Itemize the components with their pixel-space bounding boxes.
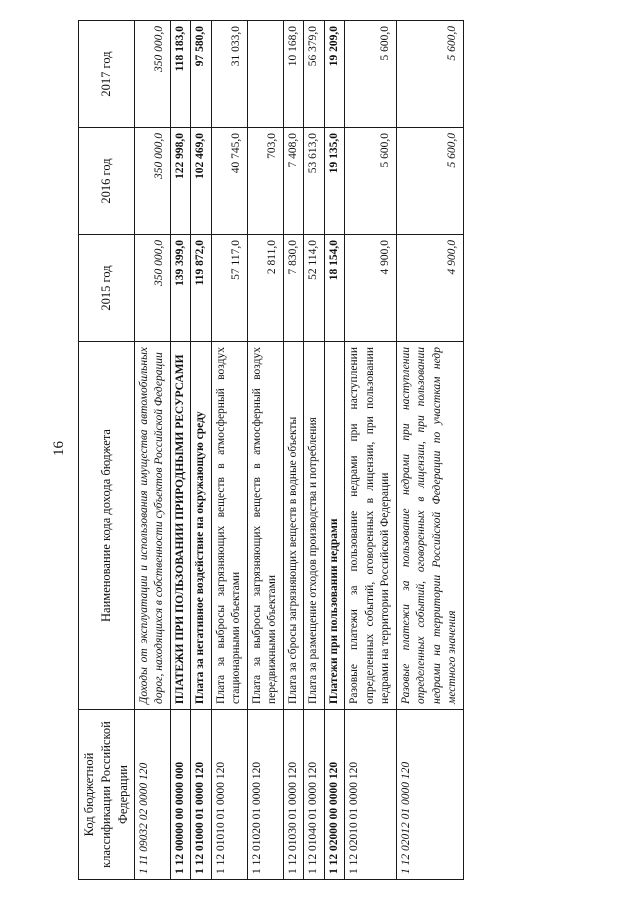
- row-name: Платежи при пользовании недрами: [324, 342, 345, 710]
- table-row: [191, 21, 212, 880]
- row-code: 1 12 01010 01 0000 120: [211, 710, 247, 880]
- table-row: [324, 21, 345, 880]
- table-body: [134, 21, 463, 880]
- row-name: Разовые платежи за пользование недрами при наступлении определенных событий, оговоренных в лицензии, при пользовании недрами на территории Российской Федерации: [345, 342, 397, 710]
- rotated-page: [78, 20, 598, 880]
- row-value-2015: 2 811,0: [247, 235, 283, 342]
- row-value-2017: 97 580,0: [191, 21, 212, 128]
- row-code: 1 12 01000 01 0000 120: [191, 710, 212, 880]
- table-row: [211, 21, 247, 880]
- row-code: 1 12 01020 01 0000 120: [247, 710, 283, 880]
- row-value-2016: 5 600,0: [345, 128, 397, 235]
- header-2016: 2016 год: [79, 128, 135, 235]
- row-value-2015: 139 399,0: [170, 235, 191, 342]
- row-value-2015: 350 000,0: [134, 235, 170, 342]
- row-value-2017: 56 379,0: [304, 21, 325, 128]
- row-value-2016: 350 000,0: [134, 128, 170, 235]
- row-code: 1 12 02010 01 0000 120: [345, 710, 397, 880]
- row-name: Плата за выбросы загрязняющих веществ в атмосферный воздух передвижными объектами: [247, 342, 283, 710]
- budget-revenue-table: [78, 20, 464, 880]
- row-value-2016: 122 998,0: [170, 128, 191, 235]
- row-code: 1 12 02000 00 0000 120: [324, 710, 345, 880]
- row-name: Доходы от эксплуатации и использования имущества автомобильных дорог, находящихся в собственности субъектов Российской Федерации: [134, 342, 170, 710]
- row-value-2017: 19 209,0: [324, 21, 345, 128]
- row-name: Разовые платежи за пользование недрами при наступлении определенных событий, оговоренных в лицензии, при пользовании недрами на территории Российской Федерации по участкам недр местного значения: [396, 342, 463, 710]
- header-2017: 2017 год: [79, 21, 135, 128]
- row-value-2016: 53 613,0: [304, 128, 325, 235]
- row-value-2016: 7 408,0: [283, 128, 304, 235]
- header-code: Код бюджетной классификации Российской Федерации: [79, 710, 135, 880]
- row-value-2016: 5 600,0: [396, 128, 463, 235]
- row-value-2017: 5 600,0: [345, 21, 397, 128]
- table-header-row: [79, 21, 135, 880]
- row-value-2016: 40 745,0: [211, 128, 247, 235]
- table-row: [345, 21, 397, 880]
- table-row: [247, 21, 283, 880]
- table-row: [304, 21, 325, 880]
- row-value-2016: 19 135,0: [324, 128, 345, 235]
- row-value-2015: 4 900,0: [345, 235, 397, 342]
- row-name: Плата за негативное воздействие на окружающую среду: [191, 342, 212, 710]
- header-name: Наименование кода дохода бюджета: [79, 342, 135, 710]
- header-2015: 2015 год: [79, 235, 135, 342]
- row-code: 1 12 01030 01 0000 120: [283, 710, 304, 880]
- row-name: Плата за выбросы загрязняющих веществ в атмосферный воздух стационарными объектами: [211, 342, 247, 710]
- row-value-2015: 52 114,0: [304, 235, 325, 342]
- table-row: [170, 21, 191, 880]
- row-code: 1 12 02012 01 0000 120: [396, 710, 463, 880]
- row-value-2016: 102 469,0: [191, 128, 212, 235]
- table-row: [283, 21, 304, 880]
- table-row: [396, 21, 463, 880]
- row-code: 1 12 00000 00 0000 000: [170, 710, 191, 880]
- row-value-2015: 7 830,0: [283, 235, 304, 342]
- row-value-2017: 350 000,0: [134, 21, 170, 128]
- row-value-2017: 118 183,0: [170, 21, 191, 128]
- row-code: 1 11 09032 02 0000 120: [134, 710, 170, 880]
- row-value-2017: 10 168,0: [283, 21, 304, 128]
- row-value-2015: 57 117,0: [211, 235, 247, 342]
- page-number: 16: [51, 441, 67, 456]
- row-value-2017: 31 033,0: [211, 21, 247, 128]
- row-value-2015: 18 154,0: [324, 235, 345, 342]
- row-name: ПЛАТЕЖИ ПРИ ПОЛЬЗОВАНИИ ПРИРОДНЫМИ РЕСУРСАМИ: [170, 342, 191, 710]
- row-value-2017: 5 600,0: [396, 21, 463, 128]
- row-name: Плата за сбросы загрязняющих веществ в водные объекты: [283, 342, 304, 710]
- row-code: 1 12 01040 01 0000 120: [304, 710, 325, 880]
- row-value-2017: [247, 21, 283, 128]
- row-name: Плата за размещение отходов производства и потребления: [304, 342, 325, 710]
- row-value-2015: 4 900,0: [396, 235, 463, 342]
- row-value-2016: 703,0: [247, 128, 283, 235]
- row-value-2015: 119 872,0: [191, 235, 212, 342]
- table-row: [134, 21, 170, 880]
